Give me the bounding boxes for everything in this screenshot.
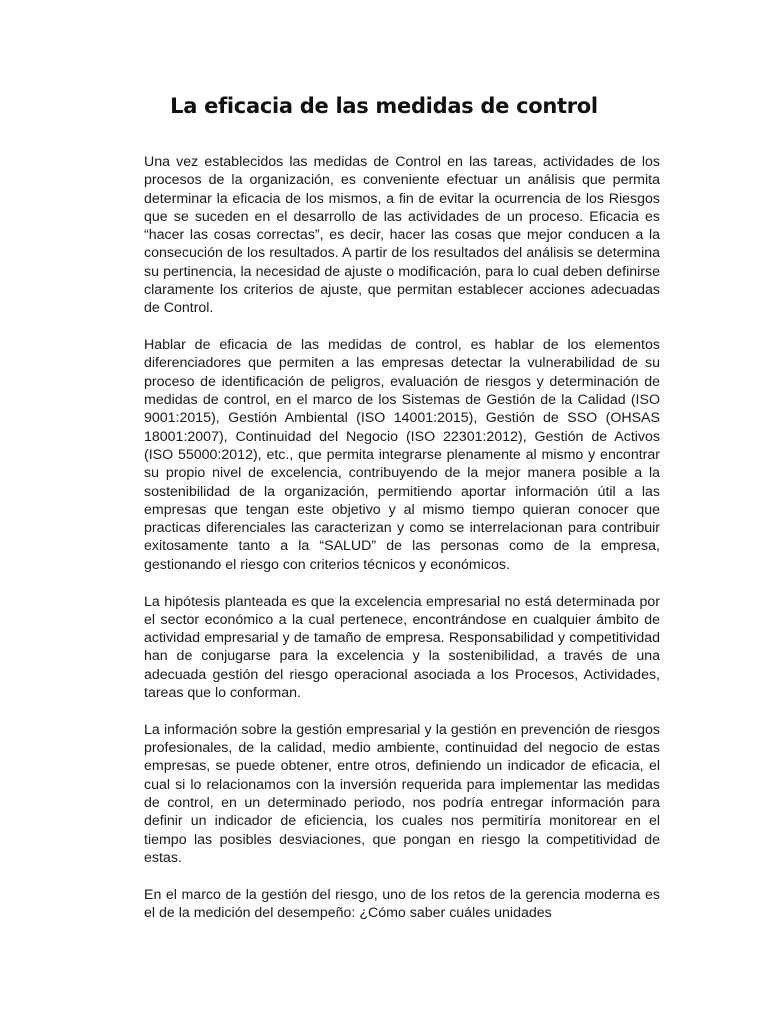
paragraph-3: La hipótesis planteada es que la excelencia empresarial no está determinada por el sector económico a la cual pertenece, encontrándose en cualquier ámbito de actividad empresarial y de tamaño de empresa. Responsabilidad y competitividad han de conjugarse para la excelencia y la sostenibilidad, a través de una adecuada gestión del riesgo operacional asociada a los Procesos, Actividades, tareas que lo conforman. <box>144 593 660 702</box>
paragraph-1: Una vez establecidos las medidas de Control en las tareas, actividades de los procesos de la organización, es conveniente efectuar un análisis que permita determinar la eficacia de los mismos, a fin de evitar la ocurrencia de los Riesgos que se suceden en el desarrollo de las actividades de un proceso. Eficacia es “hacer las cosas correctas”, es decir, hacer las cosas que mejor conducen a la consecución de los resultados. A partir de los resultados del análisis se determina su pertinencia, la necesidad de ajuste o modificación, para lo cual deben definirse claramente los criterios de ajuste, que permitan establecer acciones adecuadas de Control. <box>144 154 660 317</box>
paragraph-2: Hablar de eficacia de las medidas de control, es hablar de los elementos diferenciadores que permiten a las empresas detectar la vulnerabilidad de su proceso de identificación de peligros, evaluación de riesgos y determinación de medidas de control, en el marco de los Sistemas de Gestión de la Calidad (ISO 9001:2015), Gestión Ambiental (ISO 14001:2015), Gestión de SSO (OHSAS 18001:2007), Continuidad del Negocio (ISO 22301:2012), Gestión de Activos (ISO 55000:2012), etc., que permita integrarse plenamente al mismo y encontrar su propio nivel de excelencia, contribuyendo de la mejor manera posible a la sostenibilidad de la organización, permitiendo aportar información útil a las empresas que tengan este objetivo y al mismo tiempo quieran conocer que practicas diferenciales las caracterizan y como se interrelacionan para contribuir exitosamente tanto a la “SALUD” de las personas como de la empresa, gestionando el riesgo con criterios técnicos y económicos. <box>144 337 660 573</box>
paragraph-5: En el marco de la gestión del riesgo, uno de los retos de la gerencia moderna es el de la medición del desempeño: ¿Cómo saber cuáles unidades <box>144 886 660 921</box>
paragraph-4: La información sobre la gestión empresarial y la gestión en prevención de riesgos profesionales, de la calidad, medio ambiente, continuidad del negocio de estas empresas, se puede obtener, entre otros, definiendo un indicador de eficacia, el cual si lo relacionamos con la inversión requerida para implementar las medidas de control, en un determinado periodo, nos podría entregar información para definir un indicador de eficiencia, los cuales nos permitiría monitorear en el tiempo las posibles desviaciones, que pongan en riesgo la competitividad de estas. <box>144 721 660 866</box>
document-title: La eficacia de las medidas de control <box>170 94 598 118</box>
document-body <box>144 153 660 922</box>
